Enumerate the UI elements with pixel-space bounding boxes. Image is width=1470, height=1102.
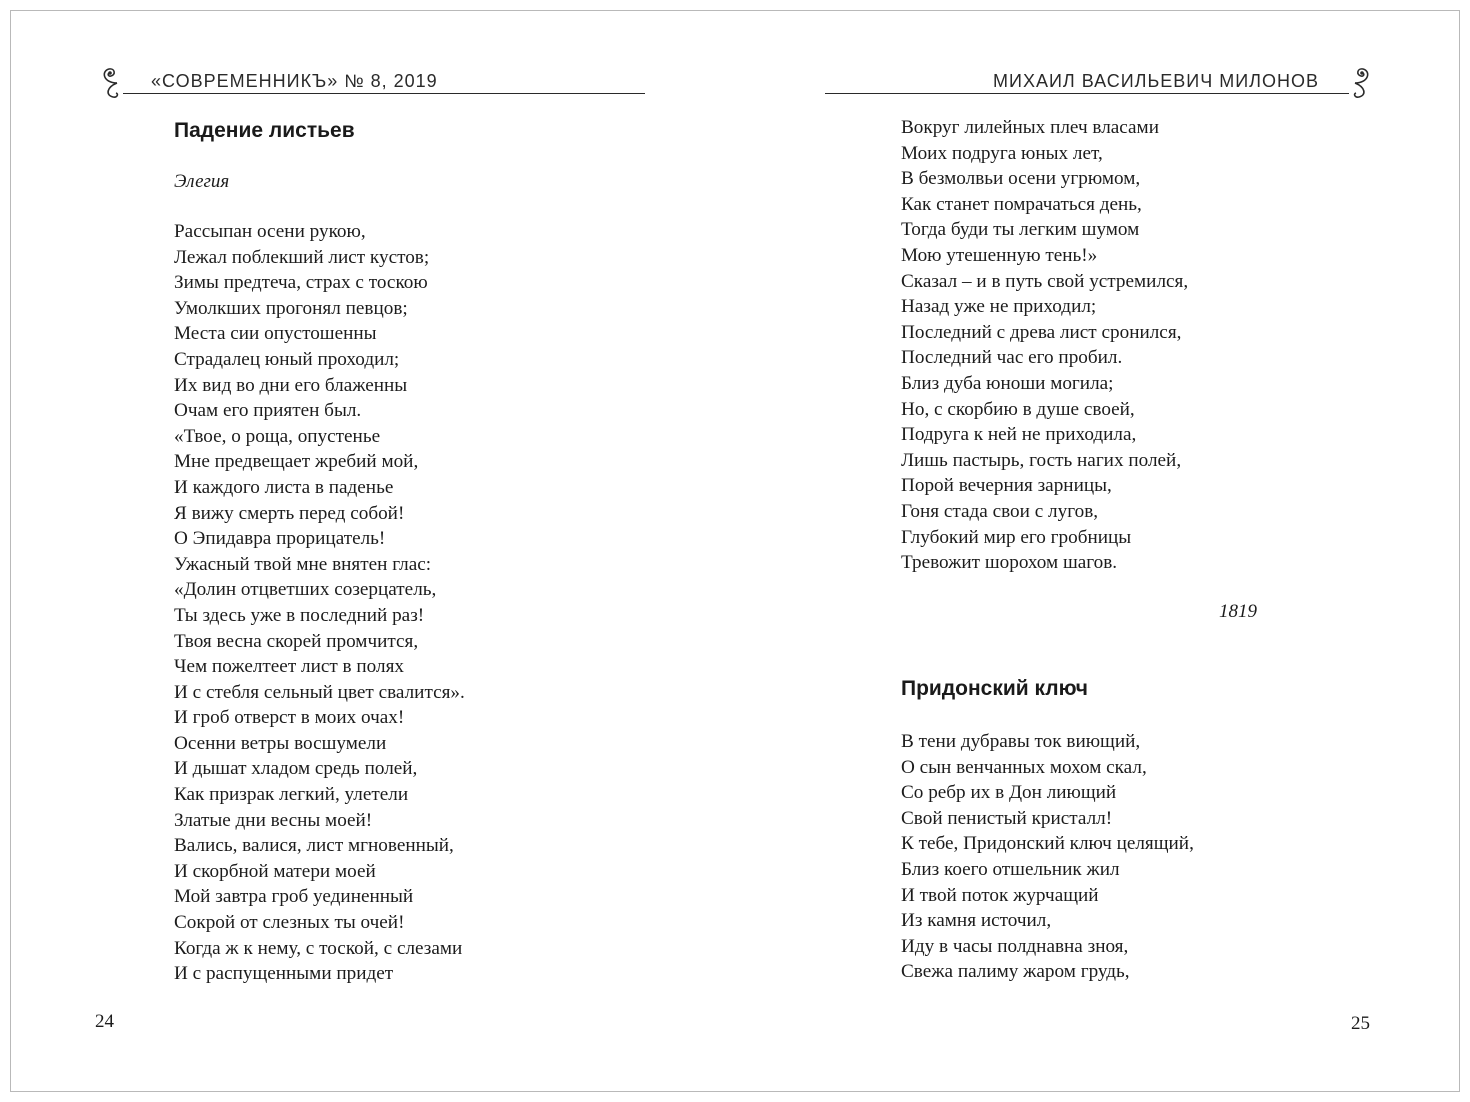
verse-line: И твой поток журчащий [901,884,1099,906]
verse-line: К тебе, Придонский ключ целящий, [901,833,1194,855]
book-spread [10,10,1460,1092]
verse-line: И с распущенными придет [174,963,394,985]
verse-line: И дышат хладом средь полей, [174,758,418,780]
poem-verse-continued [901,115,1188,576]
verse-line: Близ дуба юноши могила; [901,372,1114,394]
poem-year: 1819 [1219,601,1257,622]
verse-line: Их вид во дни его блаженны [174,374,408,396]
verse-line: И с стебля сельный цвет свалится». [174,681,465,703]
page-number: 25 [1351,1013,1370,1034]
verse-line: В безмолвьи осени угрюмом, [901,168,1141,190]
verse-line: Ужасный твой мне внятен глас: [174,553,432,575]
verse-line: Глубокий мир его гробницы [901,526,1132,548]
verse-line: Очам его приятен был. [174,400,362,422]
verse-line: Твоя весна скорей промчится, [174,630,419,652]
verse-line: Как призрак легкий, улетели [174,784,409,806]
verse-line: Мою утешенную тень!» [901,244,1098,266]
verse-line: Сокрой от слезных ты очей! [174,912,405,934]
running-head-author: МИХАИЛ ВАСИЛЬЕВИЧ МИЛОНОВ [993,71,1319,91]
verse-line: И каждого листа в паденье [174,476,394,498]
verse-line: Вались, валися, лист мгновенный, [174,835,454,857]
verse-line: Лежал поблекший лист кустов; [174,246,430,268]
verse-line: Как станет помрачаться день, [901,193,1142,215]
verse-line: И гроб отверст в моих очах! [174,707,405,729]
verse-line: Тревожит шорохом шагов. [901,552,1118,574]
verse-line: Последний с древа лист сронился, [901,321,1182,343]
poem-subtitle: Элегия [174,171,230,192]
verse-line: О сын венчанных мохом скал, [901,756,1147,778]
poem-title: Падение листьев [174,119,355,142]
verse-line: «Твое, о роща, опустенье [174,425,381,447]
verse-line: Свежа палиму жаром грудь, [901,961,1130,983]
flourish-ornament-icon [97,63,123,103]
poem-title: Придонский ключ [901,677,1088,700]
verse-line: И скорбной матери моей [174,860,376,882]
header-rule [123,93,645,94]
verse-line: Зимы предтеча, страх с тоскою [174,272,428,294]
poem-verse [901,729,1194,985]
verse-line: Со ребр их в Дон лиющий [901,782,1117,804]
verse-line: Назад уже не приходил; [901,296,1097,318]
verse-line: Сказал – и в путь свой устремился, [901,270,1189,292]
verse-line: В тени дубравы ток виющий, [901,731,1141,752]
verse-line: Из камня источил, [901,910,1052,932]
right-page [737,11,1459,1091]
verse-line: Последний час его пробил. [901,347,1123,369]
verse-line: Мой завтра гроб уединенный [174,886,414,908]
left-page [11,11,737,1091]
verse-line: Порой вечерния зарницы, [901,475,1112,497]
verse-line: Места сии опустошенны [174,323,377,345]
verse-line: О Эпидавра прорицатель! [174,528,386,550]
verse-line: Умолкших прогонял певцов; [174,297,408,319]
header-rule [825,93,1349,94]
verse-line: Мне предвещает жребий мой, [174,451,419,473]
verse-line: Свой пенистый кристалл! [901,807,1113,829]
verse-line: Ты здесь уже в последний раз! [174,604,425,626]
flourish-ornament-icon [1349,63,1375,103]
verse-line: Рассыпан осени рукою, [174,221,366,242]
poem-verse [174,219,465,987]
verse-line: Моих подруга юных лет, [901,142,1103,164]
verse-line: Тогда буди ты легким шумом [901,219,1140,241]
verse-line: Когда ж к нему, с тоской, с слезами [174,937,463,959]
verse-line: Страдалец юный проходил; [174,348,400,370]
verse-line: Подруга к ней не приходила, [901,424,1137,446]
running-head-journal: «СОВРЕМЕННИКЪ» № 8, 2019 [151,71,438,91]
verse-line: Вокруг лилейных плеч власами [901,117,1159,138]
verse-line: Гоня стада свои с лугов, [901,500,1099,522]
verse-line: Иду в часы полднавна зноя, [901,935,1129,957]
verse-line: Но, с скорбию в душе своей, [901,398,1135,420]
verse-line: «Долин отцветших созерцатель, [174,579,437,601]
verse-line: Лишь пастырь, гость нагих полей, [901,449,1182,471]
verse-line: Осенни ветры восшумели [174,732,387,754]
page-number: 24 [95,1011,114,1032]
verse-line: Близ коего отшельник жил [901,858,1120,880]
verse-line: Златые дни весны моей! [174,809,373,831]
verse-line: Чем пожелтеет лист в полях [174,656,405,678]
verse-line: Я вижу смерть перед собой! [174,502,405,524]
